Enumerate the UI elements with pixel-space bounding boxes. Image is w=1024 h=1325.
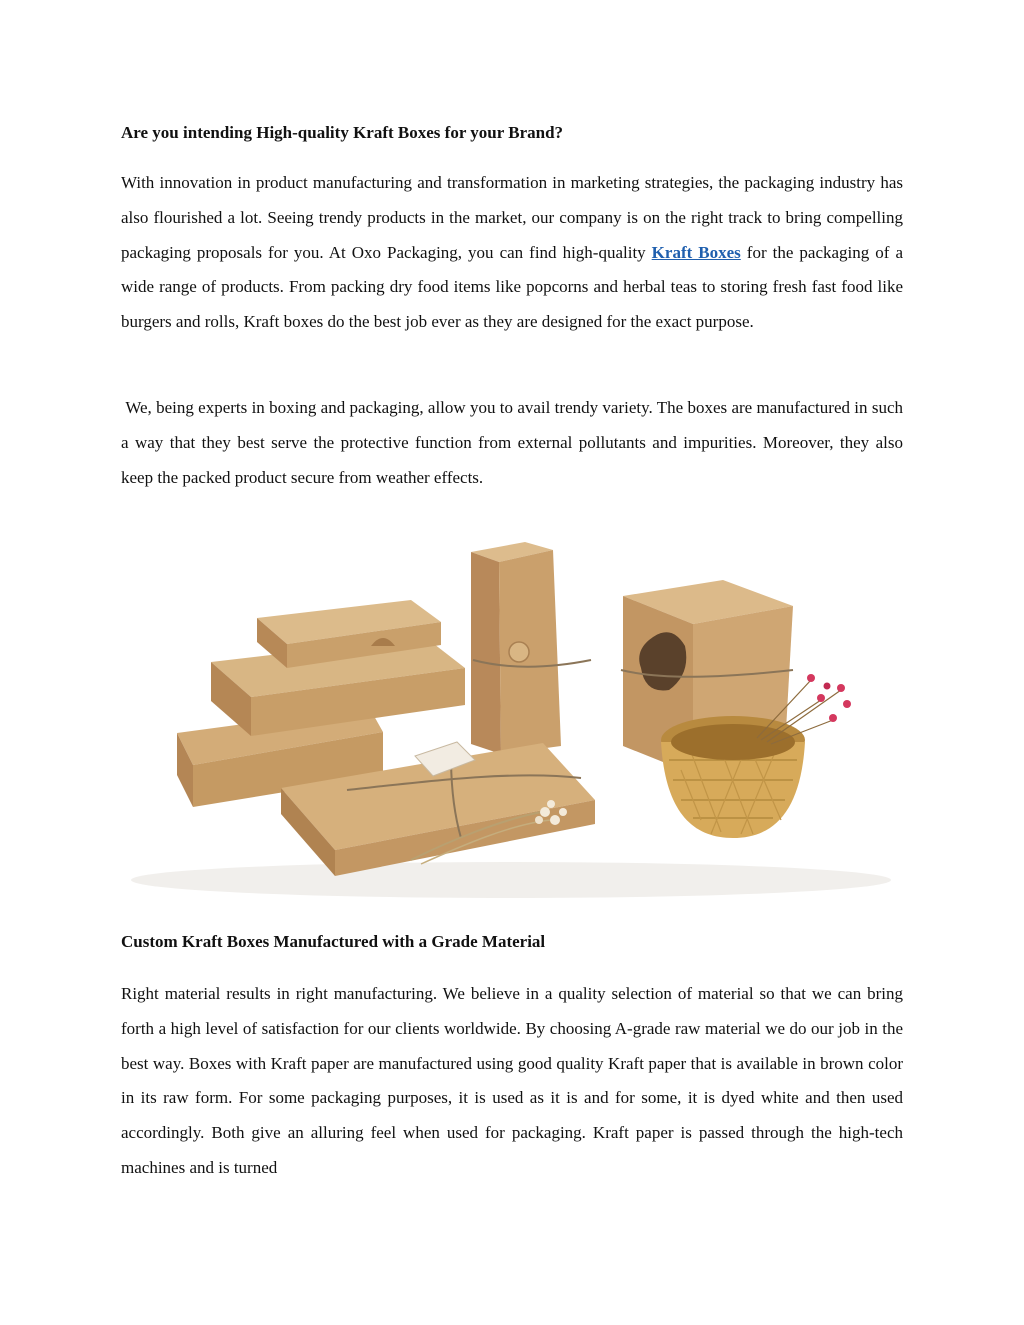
kraft-boxes-photo bbox=[121, 520, 899, 905]
kraft-boxes-link[interactable]: Kraft Boxes bbox=[651, 242, 741, 262]
section-heading-grade-material: Custom Kraft Boxes Manufactured with a Grade Material bbox=[121, 932, 546, 951]
experts-paragraph: We, being experts in boxing and packaging, allow you to avail trendy variety. The boxes are manufactured in such a way that they best serve the protective function from external pollutants and impurities. Moreover, they also keep the packed product secure from weather effects. bbox=[121, 398, 908, 487]
intro-paragraph bbox=[121, 166, 903, 340]
material-paragraph: Right material results in right manufacturing. We believe in a quality selection of material so that we can bring forth a high level of satisfaction for our clients worldwide. By choosing A-grade raw material we do our job in the best way. Boxes with Kraft paper are manufactured using good quality Kraft paper that is available in brown color in its raw form. For some packaging purposes, it is used as it is and for some, it is dyed white and then used accordingly. Both give an alluring feel when used for packaging. Kraft paper is passed through the high-tech machines and is turned bbox=[121, 984, 903, 1177]
intro-text-before-link: With innovation in product manufacturing and transformation in marketing strategies, the packaging industry has also flourished a lot. Seeing trendy products in the market, our company is on the right track to bring compelling packaging proposals for you. At Oxo Packaging, you can find high-quality bbox=[121, 173, 903, 262]
intro-text-after-link: for the packaging of a wide range of products. From packing dry food items like popcorns and herbal teas to storing fresh fast food like burgers and rolls, Kraft boxes do the best job ever as they are designed for the exact purpose. bbox=[121, 242, 903, 332]
section-heading-kraft-boxes: Are you intending High-quality Kraft Boxes for your Brand? bbox=[121, 123, 564, 142]
